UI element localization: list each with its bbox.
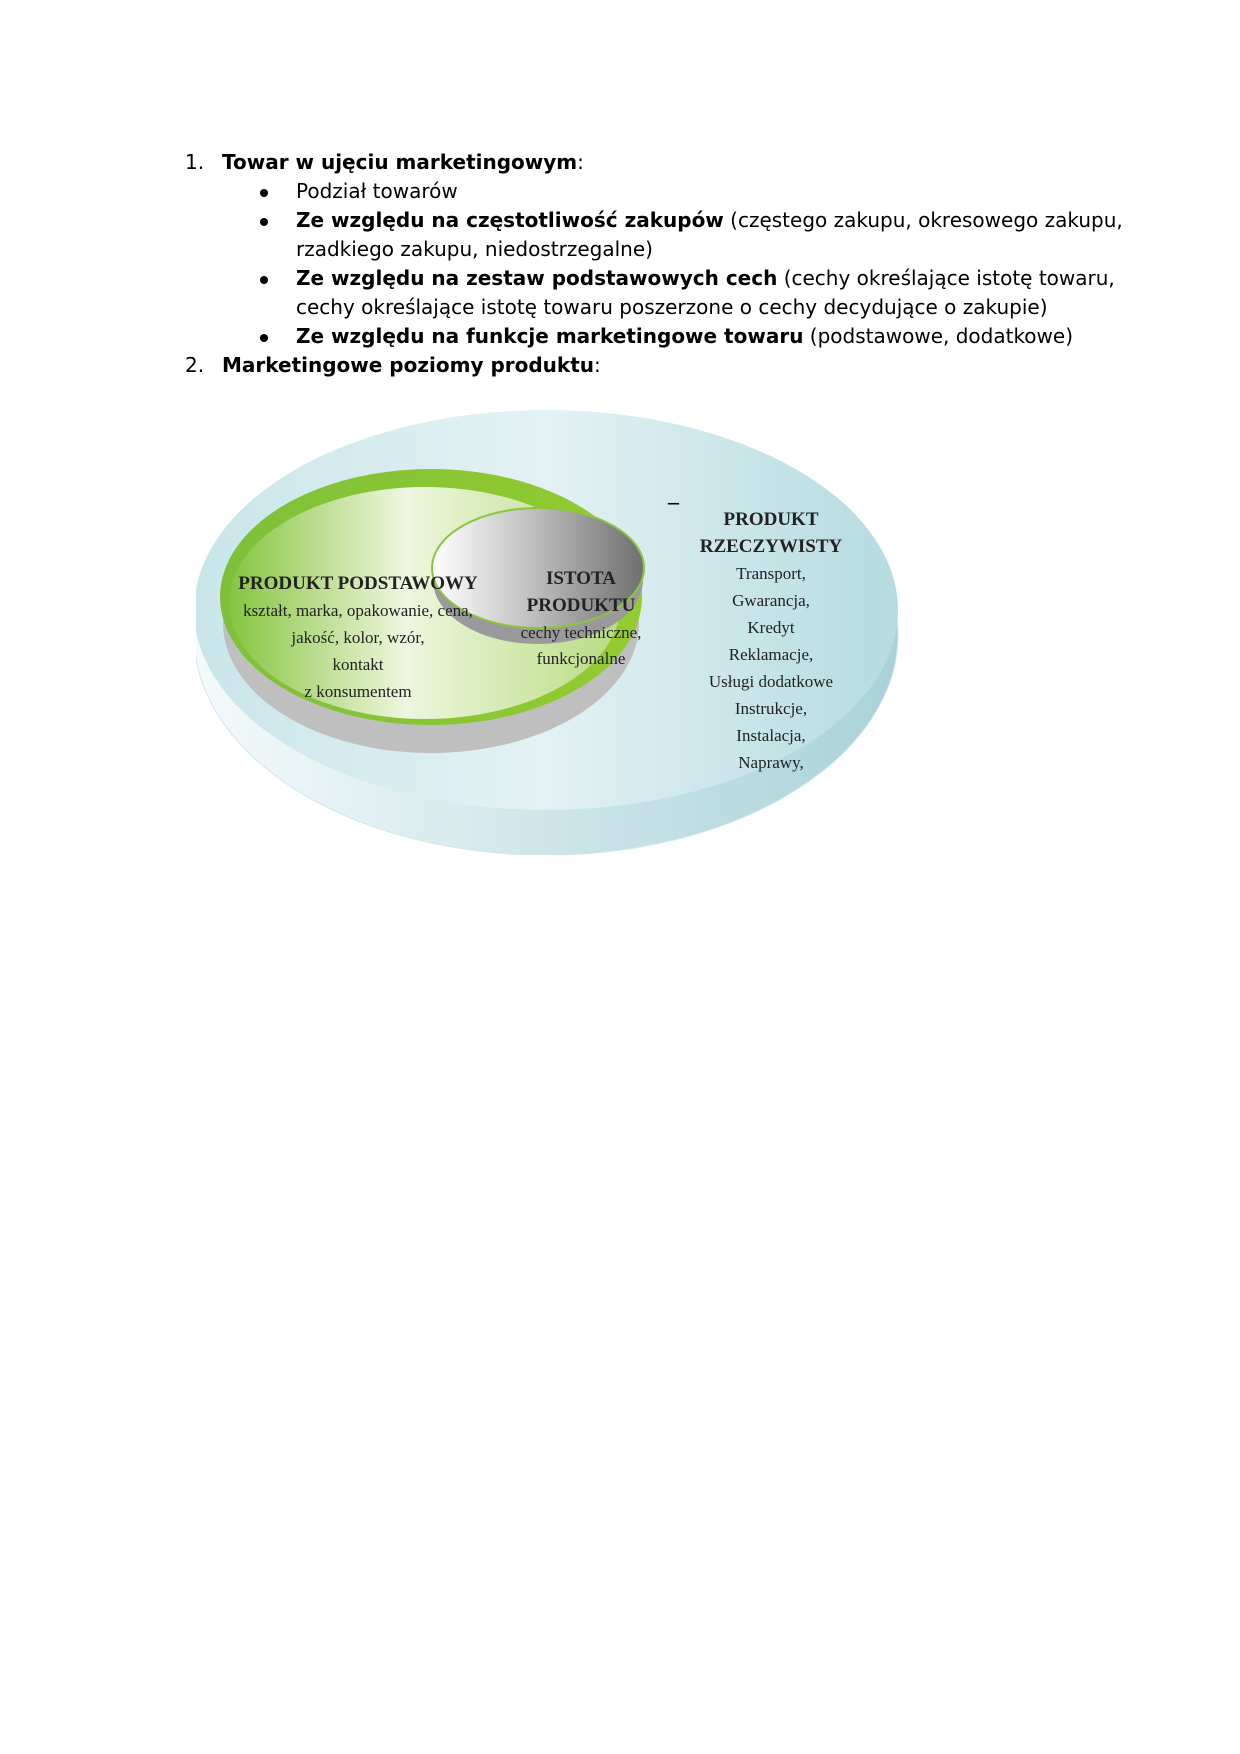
inner-title-1: ISTOTA — [545, 568, 617, 589]
bullet-item-3-bold: Ze względu na zestaw podstawowych cech — [296, 266, 778, 290]
inner-line-1: cechy techniczne, — [520, 623, 642, 642]
bullet-item-3-line2: cechy określające istotę towaru poszerzone o cechy decydujące o zakupie) — [296, 295, 1048, 319]
bullet-icon — [260, 334, 268, 342]
middle-title: PRODUKT PODSTAWOWY — [238, 573, 478, 594]
middle-line-2: jakość, kolor, wzór, — [291, 628, 425, 647]
middle-line-1: kształt, marka, opakowanie, cena, — [243, 601, 473, 620]
middle-line-4: z konsumentem — [304, 682, 412, 701]
outer-item: Instrukcje, — [734, 699, 808, 718]
bullet-item-4 — [296, 322, 1073, 351]
outer-item: Transport, — [736, 564, 806, 583]
outer-item: Instalacja, — [736, 726, 806, 745]
list-number-2: 2. — [185, 353, 205, 377]
list-item-2-heading: Marketingowe poziomy produktu — [222, 353, 595, 377]
product-levels-svg — [196, 405, 916, 855]
bullet-item-4-rest: (podstawowe, dodatkowe) — [803, 324, 1074, 348]
bullet-item-2-rest: (częstego zakupu, okresowego zakupu, — [723, 208, 1123, 232]
bullet-item-1: Podział towarów — [296, 179, 458, 203]
diagram-dash: – — [668, 489, 679, 514]
list-item-1-heading: Towar w ujęciu marketingowym — [222, 150, 578, 174]
inner-line-2: funkcjonalne — [536, 649, 626, 668]
outer-item: Usługi dodatkowe — [708, 672, 834, 691]
product-levels-diagram — [196, 405, 916, 855]
bullet-item-3 — [296, 264, 1115, 293]
bullet-icon — [260, 189, 268, 197]
list-item-2-suffix: : — [594, 353, 601, 377]
bullet-item-2-bold: Ze względu na częstotliwość zakupów — [296, 208, 724, 232]
list-item-1-suffix: : — [577, 150, 584, 174]
outer-title-2: RZECZYWISTY — [699, 536, 843, 557]
outer-item: Gwarancja, — [732, 591, 810, 610]
list-item-2 — [222, 351, 601, 380]
bullet-item-4-bold: Ze względu na funkcje marketingowe towaru — [296, 324, 804, 348]
inner-title-2: PRODUKTU — [526, 595, 636, 616]
bullet-item-3-rest: (cechy określające istotę towaru, — [777, 266, 1115, 290]
outer-title-1: PRODUKT — [723, 509, 819, 530]
list-item-1 — [222, 148, 584, 177]
outer-item: Naprawy, — [738, 753, 804, 772]
outer-item: Kredyt — [747, 618, 795, 637]
outer-item: Reklamacje, — [728, 645, 814, 664]
bullet-item-2-line2: rzadkiego zakupu, niedostrzegalne) — [296, 237, 653, 261]
bullet-icon — [260, 218, 268, 226]
middle-line-3: kontakt — [332, 655, 384, 674]
bullet-icon — [260, 276, 268, 284]
bullet-item-2 — [296, 206, 1123, 235]
list-number-1: 1. — [185, 150, 205, 174]
